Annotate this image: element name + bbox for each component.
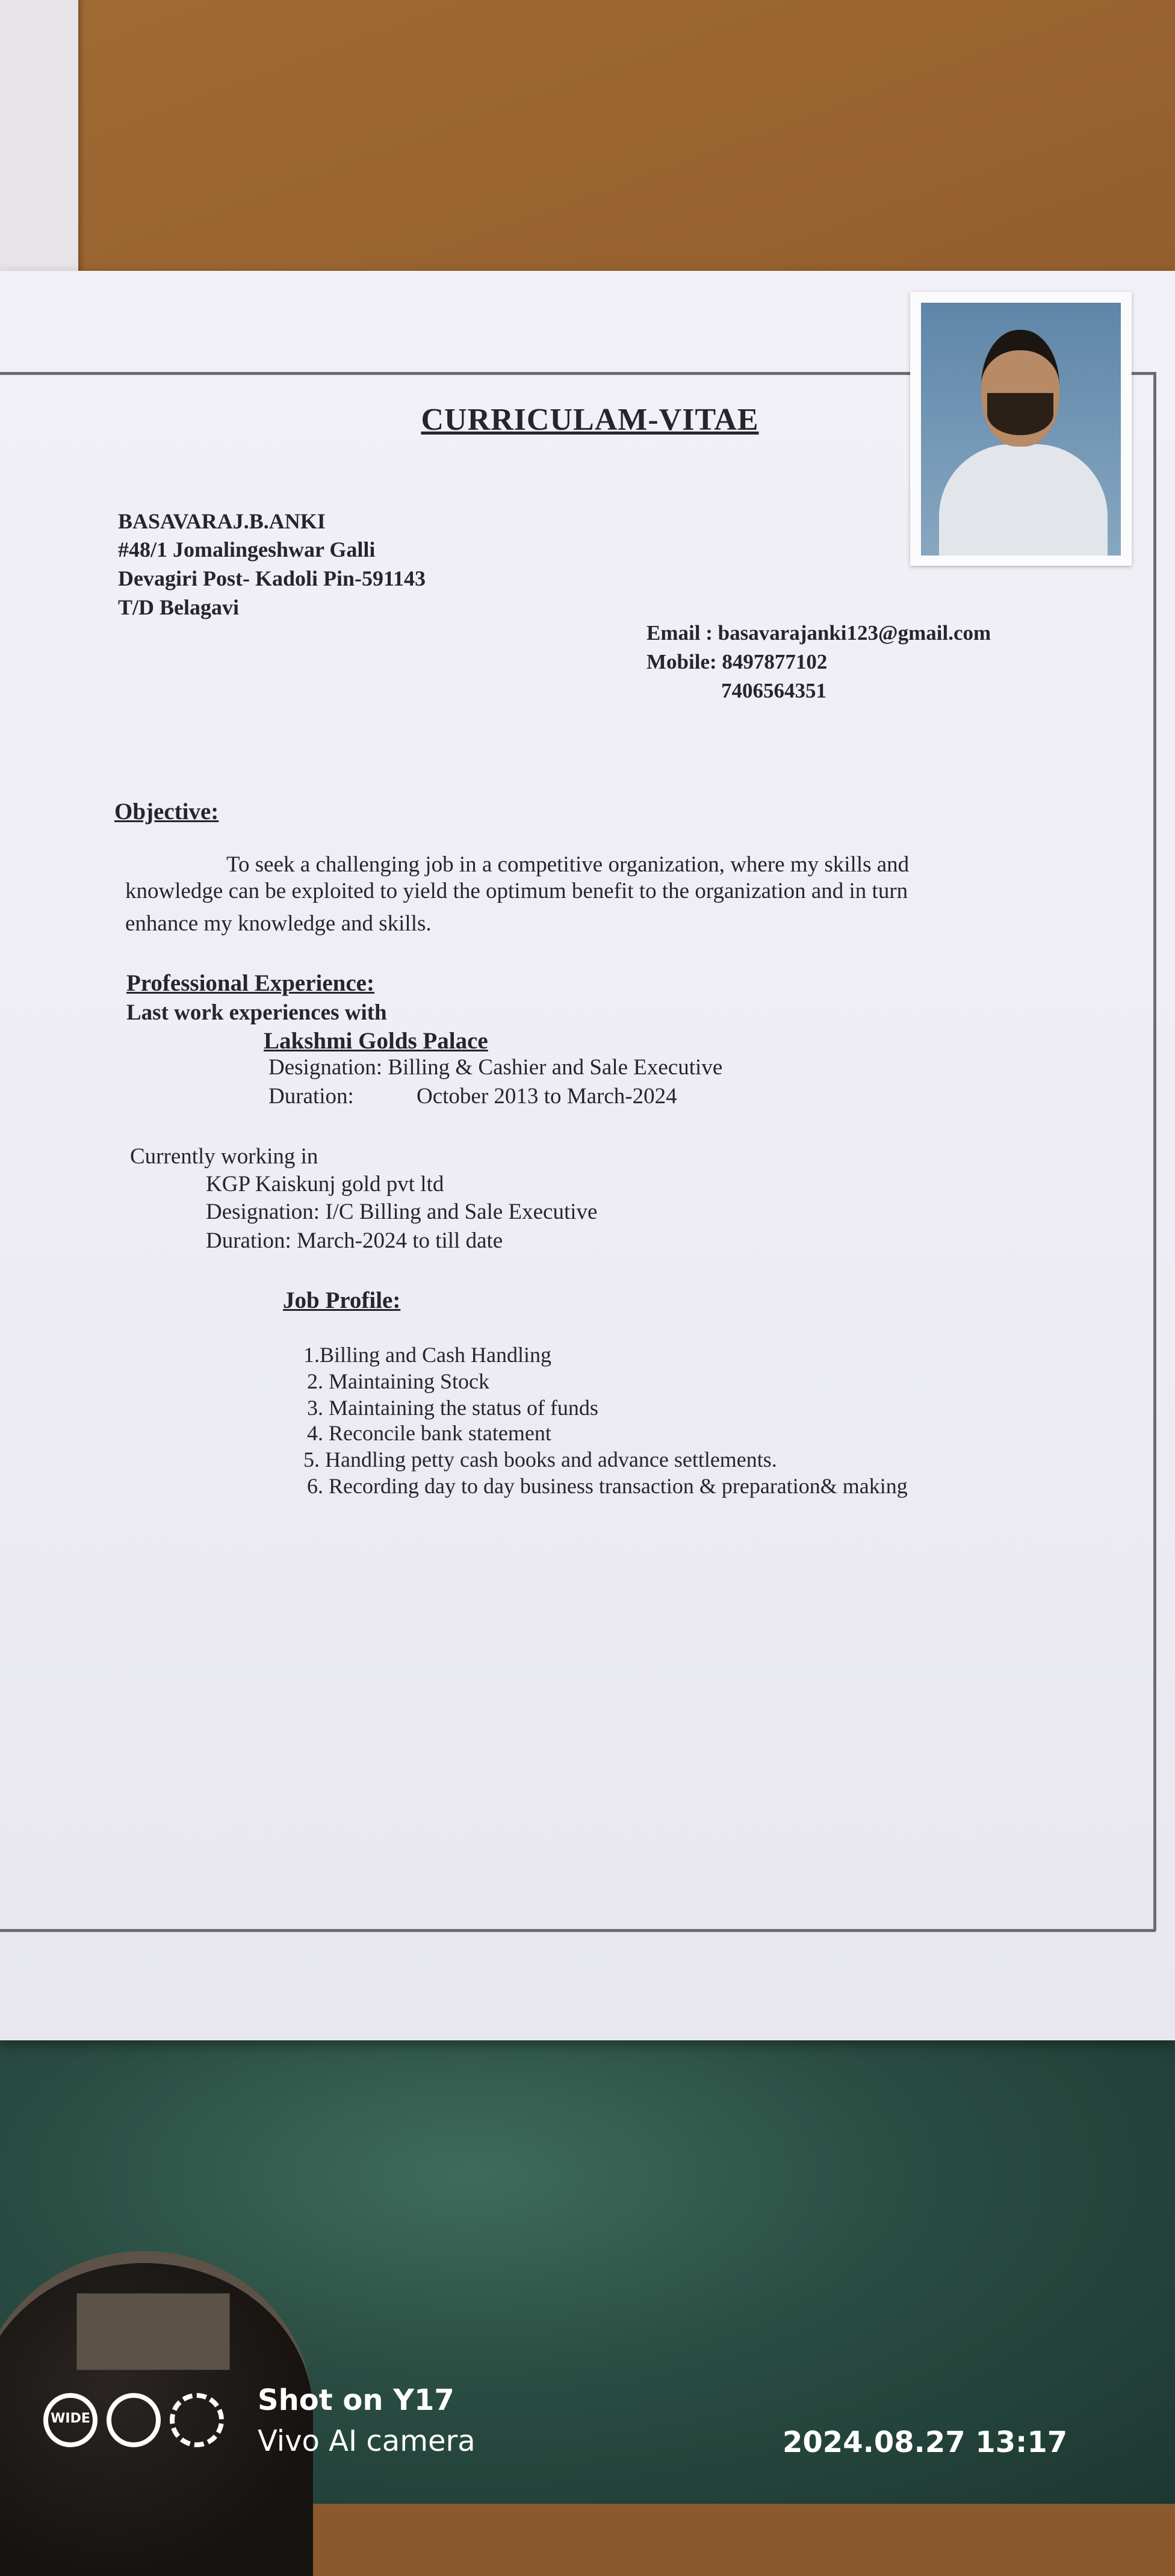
current-label: Currently working in [130, 1144, 318, 1169]
photo-shirt [939, 444, 1108, 556]
objective-line-2: knowledge can be exploited to yield the optimum benefit to the organization and in turn [125, 879, 908, 903]
objective-line-1: To seek a challenging job in a competitive organization, where my skills and [226, 852, 910, 877]
current-designation: Designation: I/C Billing and Sale Executive [206, 1200, 598, 1224]
address-line-3: T/D Belagavi [118, 595, 240, 619]
last-company-name: Lakshmi Golds Palace [264, 1028, 488, 1054]
job-profile-item: 4. Reconcile bank statement [307, 1421, 551, 1445]
job-profile-item: 5. Handling petty cash books and advance settlements. [303, 1447, 777, 1472]
email-line: Email : basavarajanki123@gmail.com [646, 621, 991, 645]
circle-icon [107, 2393, 161, 2447]
last-work-label: Last work experiences with [126, 1000, 387, 1025]
page-border-bottom [0, 1929, 1156, 1932]
wide-mode-label: WIDE [51, 2411, 90, 2426]
cv-title: CURRICULAM-VITAE [421, 403, 759, 437]
job-profile-heading: Job Profile: [283, 1287, 401, 1313]
address-line-2: Devagiri Post- Kadoli Pin-591143 [118, 566, 426, 590]
photo-datetime: 2024.08.27 13:17 [783, 2426, 1068, 2459]
address-line-1: #48/1 Jomalingeshwar Galli [118, 537, 376, 562]
job-profile-item: 1.Billing and Cash Handling [303, 1343, 551, 1367]
objective-line-3: enhance my knowledge and skills. [125, 911, 432, 936]
job-profile-item: 3. Maintaining the status of funds [307, 1396, 598, 1420]
current-duration: Duration: March-2024 to till date [206, 1228, 503, 1253]
applicant-name: BASAVARAJ.B.ANKI [118, 509, 326, 533]
page-border-right [1153, 372, 1156, 1931]
current-company: KGP Kaiskunj gold pvt ltd [206, 1172, 444, 1197]
last-designation: Designation: Billing & Cashier and Sale Executive [268, 1055, 723, 1080]
last-duration-label: Duration: [268, 1084, 354, 1109]
camera-mode-icons [43, 2393, 236, 2453]
dashed-circle-icon [170, 2393, 224, 2447]
last-duration-value: October 2013 to March-2024 [417, 1084, 677, 1109]
mobile-line-2: 7406564351 [721, 679, 826, 702]
job-profile-item: 6. Recording day to day business transaction & preparation& making [307, 1474, 908, 1498]
shot-on-text: Shot on Y17 [258, 2383, 454, 2417]
objective-heading: Objective: [114, 799, 219, 825]
mobile-line: Mobile: 8497877102 [646, 650, 828, 673]
camera-name-text: Vivo AI camera [258, 2424, 476, 2458]
experience-heading: Professional Experience: [126, 970, 374, 996]
job-profile-item: 2. Maintaining Stock [307, 1369, 489, 1393]
